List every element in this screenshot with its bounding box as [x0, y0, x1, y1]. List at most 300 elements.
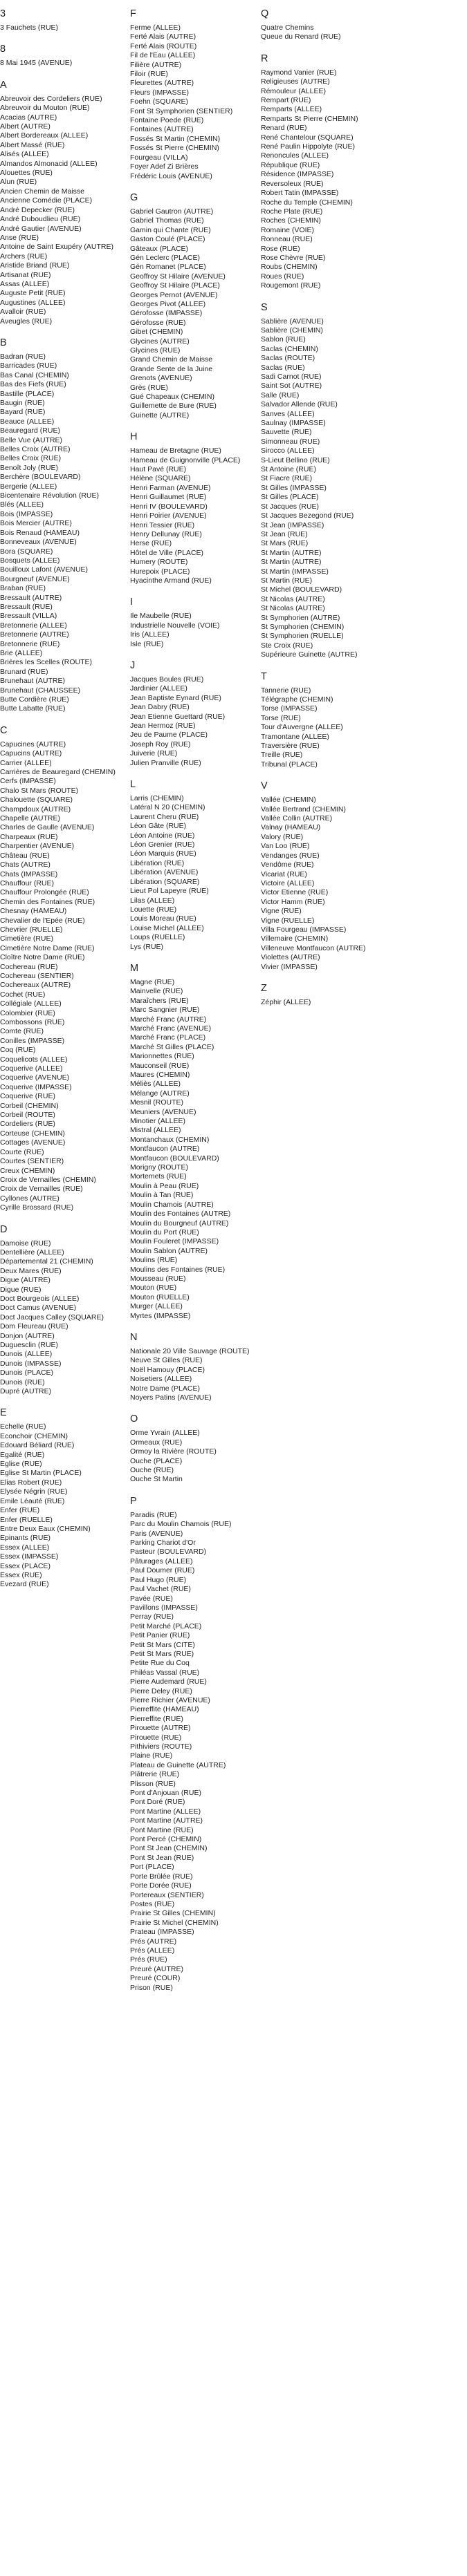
street-link[interactable]: Carrier (ALLEE)	[0, 758, 52, 767]
street-link[interactable]: Isle (RUE)	[130, 639, 164, 648]
street-link[interactable]: Pont Martine (RUE)	[130, 1825, 194, 1834]
street-link[interactable]: Moulin Chamois (AUTRE)	[130, 1200, 214, 1209]
street-link[interactable]: Bressault (RUE)	[0, 602, 53, 611]
street-link[interactable]: Louise Michel (ALLEE)	[130, 923, 204, 932]
street-link[interactable]: Bois Renaud (HAMEAU)	[0, 528, 80, 537]
street-link[interactable]: Cloître Notre Dame (RUE)	[0, 953, 85, 962]
street-link[interactable]: Bressault (AUTRE)	[0, 593, 62, 602]
street-link[interactable]: Brunehaut (AUTRE)	[0, 677, 65, 686]
street-link[interactable]: Capucins (AUTRE)	[0, 749, 62, 758]
street-link[interactable]: Archers (RUE)	[0, 252, 48, 261]
street-link[interactable]: Lilas (ALLEE)	[130, 896, 175, 905]
street-link[interactable]: Plateau de Guinette (AUTRE)	[130, 1760, 226, 1769]
street-link[interactable]: Gabriel Gautron (AUTRE)	[130, 207, 214, 216]
street-link[interactable]: Ouche (PLACE)	[130, 1456, 183, 1465]
street-link[interactable]: Essex (PLACE)	[0, 1561, 51, 1570]
street-link[interactable]: Chalouette (SQUARE)	[0, 796, 73, 805]
street-link[interactable]: Fontaine Poede (RUE)	[130, 116, 204, 125]
street-link[interactable]: Herse (RUE)	[130, 539, 172, 548]
street-link[interactable]: Lieut Pol Lapeyre (RUE)	[130, 887, 209, 896]
street-link[interactable]: Cyllones (AUTRE)	[0, 1194, 59, 1203]
street-link[interactable]: Ferté Alais (AUTRE)	[130, 32, 196, 41]
street-link[interactable]: Berchère (BOULEVARD)	[0, 473, 81, 482]
street-link[interactable]: Enfer (RUELLE)	[0, 1515, 53, 1524]
street-link[interactable]: Cerfs (IMPASSE)	[0, 777, 56, 786]
street-link[interactable]: Digue (AUTRE)	[0, 1276, 51, 1285]
street-link[interactable]: Guinette (AUTRE)	[130, 411, 190, 420]
street-link[interactable]: Neuve St Gilles (RUE)	[130, 1356, 203, 1365]
street-link[interactable]: Juiverie (RUE)	[130, 749, 178, 758]
street-link[interactable]: Bonneveaux (AVENUE)	[0, 538, 77, 547]
street-link[interactable]: Vallée Bertrand (CHEMIN)	[261, 805, 346, 814]
street-link[interactable]: René Chantelour (SQUARE)	[261, 133, 354, 142]
street-link[interactable]: Porte Brûlée (RUE)	[130, 1872, 193, 1881]
street-link[interactable]: St Gilles (PLACE)	[261, 493, 319, 502]
street-link[interactable]: Bas Canal (CHEMIN)	[0, 370, 69, 379]
street-link[interactable]: Prés (AUTRE)	[130, 1937, 177, 1946]
street-link[interactable]: Religieuses (AUTRE)	[261, 77, 330, 86]
street-link[interactable]: Badran (RUE)	[0, 352, 46, 361]
street-link[interactable]: Villa Fourgeau (IMPASSE)	[261, 925, 347, 934]
street-link[interactable]: Iris (ALLEE)	[130, 630, 170, 639]
street-link[interactable]: Ste Croix (RUE)	[261, 641, 313, 650]
street-link[interactable]: Paradis (RUE)	[130, 1510, 177, 1519]
street-link[interactable]: Collégiale (ALLEE)	[0, 999, 62, 1008]
street-link[interactable]: Moulin Fouleret (IMPASSE)	[130, 1237, 219, 1246]
street-link[interactable]: Pont Percé (CHEMIN)	[130, 1835, 202, 1844]
street-link[interactable]: Charpentier (AVENUE)	[0, 842, 75, 851]
street-link[interactable]: Renard (RUE)	[261, 124, 307, 133]
street-link[interactable]: Villemaire (CHEMIN)	[261, 934, 329, 943]
street-link[interactable]: Tannerie (RUE)	[261, 686, 311, 695]
street-link[interactable]: Quatre Chemins	[261, 23, 314, 32]
street-link[interactable]: Libération (SQUARE)	[130, 877, 200, 886]
street-link[interactable]: Loups (RUELLE)	[130, 933, 185, 942]
street-link[interactable]: Treille (RUE)	[261, 751, 303, 760]
street-link[interactable]: Colombier (RUE)	[0, 1008, 55, 1017]
street-link[interactable]: Abreuvoir des Cordeliers (RUE)	[0, 94, 102, 103]
street-link[interactable]: Simonneau (RUE)	[261, 437, 320, 446]
street-link[interactable]: Magne (RUE)	[130, 977, 175, 986]
street-link[interactable]: Fossés St Martin (CHEMIN)	[130, 134, 221, 143]
street-link[interactable]: Perray (RUE)	[130, 1613, 174, 1621]
street-link[interactable]: Charpeaux (RUE)	[0, 832, 58, 841]
street-link[interactable]: Courte (RUE)	[0, 1147, 44, 1156]
street-link[interactable]: Barricades (RUE)	[0, 361, 57, 370]
street-link[interactable]: Edouard Béliard (RUE)	[0, 1441, 75, 1450]
street-link[interactable]: St Fiacre (RUE)	[261, 474, 313, 483]
street-link[interactable]: République (RUE)	[261, 160, 320, 169]
street-link[interactable]: Porte Dorée (RUE)	[130, 1881, 192, 1890]
street-link[interactable]: Marché Franc (AVENUE)	[130, 1024, 212, 1033]
street-link[interactable]: Résidence (IMPASSE)	[261, 170, 334, 179]
street-link[interactable]: Torse (IMPASSE)	[261, 704, 318, 713]
street-link[interactable]: Traversière (RUE)	[261, 742, 320, 751]
street-link[interactable]: Chevalier de l'Epée (RUE)	[0, 916, 85, 925]
street-link[interactable]: Bas des Fiefs (RUE)	[0, 380, 66, 389]
street-link[interactable]: Vicariat (RUE)	[261, 869, 307, 878]
street-link[interactable]: Nationale 20 Ville Sauvage (ROUTE)	[130, 1346, 250, 1355]
street-link[interactable]: Almandos Almonacid (ALLEE)	[0, 159, 98, 168]
street-link[interactable]: Tramontane (ALLEE)	[261, 732, 329, 741]
street-link[interactable]: Dunois (ALLEE)	[0, 1350, 53, 1359]
street-link[interactable]: Paul Hugo (RUE)	[130, 1575, 187, 1584]
street-link[interactable]: Bergerie (ALLEE)	[0, 482, 57, 491]
street-link[interactable]: Comte (RUE)	[0, 1027, 44, 1036]
street-link[interactable]: Henri Poirier (AVENUE)	[130, 511, 207, 520]
street-link[interactable]: Deux Mares (RUE)	[0, 1266, 62, 1275]
street-link[interactable]: Cochet (RUE)	[0, 990, 46, 999]
street-link[interactable]: St Jacques Bezegond (RUE)	[261, 511, 354, 520]
street-link[interactable]: Parc du Moulin Chamois (RUE)	[130, 1520, 232, 1529]
street-link[interactable]: Coquerive (RUE)	[0, 1092, 55, 1101]
street-link[interactable]: Hameau de Bretagne (RUE)	[130, 446, 221, 455]
street-link[interactable]: Roubs (CHEMIN)	[261, 263, 318, 272]
street-link[interactable]: Postes (RUE)	[130, 1899, 175, 1908]
street-link[interactable]: Pierre Deley (RUE)	[130, 1686, 192, 1695]
street-link[interactable]: Econchoir (CHEMIN)	[0, 1431, 68, 1440]
street-link[interactable]: Doct Bourgeois (ALLEE)	[0, 1294, 80, 1303]
street-link[interactable]: Plâtrerie (RUE)	[130, 1770, 180, 1779]
street-link[interactable]: Montfaucon (BOULEVARD)	[130, 1154, 219, 1163]
street-link[interactable]: Ferme (ALLEE)	[130, 23, 181, 32]
street-link[interactable]: Sadi Carnot (RUE)	[261, 373, 322, 381]
street-link[interactable]: Mesnil (ROUTE)	[130, 1098, 184, 1107]
street-link[interactable]: Vivier (IMPASSE)	[261, 962, 318, 971]
street-link[interactable]: Croix de Vernailles (RUE)	[0, 1185, 83, 1194]
street-link[interactable]: Bois Mercier (AUTRE)	[0, 519, 72, 528]
street-link[interactable]: Coquelicots (ALLEE)	[0, 1055, 68, 1064]
street-link[interactable]: Bouilloux Lafont (AVENUE)	[0, 565, 89, 574]
street-link[interactable]: Salvador Allende (RUE)	[261, 400, 338, 409]
street-link[interactable]: Sablière (AVENUE)	[261, 317, 324, 326]
street-link[interactable]: St Gilles (IMPASSE)	[261, 483, 327, 492]
street-link[interactable]: Hôtel de Ville (PLACE)	[130, 548, 204, 557]
street-link[interactable]: Sirocco (ALLEE)	[261, 446, 315, 455]
street-link[interactable]: Marc Sangnier (RUE)	[130, 1006, 200, 1015]
street-link[interactable]: Roues (RUE)	[261, 272, 304, 281]
street-link[interactable]: Jacques Boules (RUE)	[130, 675, 204, 684]
street-link[interactable]: Mortemets (RUE)	[130, 1172, 187, 1181]
street-link[interactable]: Pavillons (IMPASSE)	[130, 1603, 198, 1612]
street-link[interactable]: Pierre Richier (AVENUE)	[130, 1695, 210, 1704]
street-link[interactable]: Méliès (ALLEE)	[130, 1080, 181, 1089]
street-link[interactable]: Noël Hamouy (PLACE)	[130, 1365, 205, 1374]
street-link[interactable]: Coq (RUE)	[0, 1046, 36, 1055]
street-link[interactable]: Butte Labatte (RUE)	[0, 704, 66, 713]
street-link[interactable]: Plisson (RUE)	[130, 1779, 176, 1788]
street-link[interactable]: Preuré (AUTRE)	[130, 1964, 184, 1973]
street-link[interactable]: Bastille (PLACE)	[0, 389, 55, 398]
street-link[interactable]: Saint Sot (AUTRE)	[261, 382, 322, 391]
street-link[interactable]: Pont Doré (RUE)	[130, 1798, 185, 1807]
street-link[interactable]: Henri Tessier (RUE)	[130, 520, 195, 529]
street-link[interactable]: Petite Rue du Coq	[130, 1659, 190, 1668]
street-link[interactable]: Tour d'Auvergne (ALLEE)	[261, 723, 343, 732]
street-link[interactable]: Villeneuve Montfaucon (AUTRE)	[261, 943, 366, 952]
street-link[interactable]: Grès (RUE)	[130, 383, 168, 392]
street-link[interactable]: Chauffour Prolongée (RUE)	[0, 888, 89, 897]
street-link[interactable]: St Symphorien (RUELLE)	[261, 632, 344, 641]
street-link[interactable]: Filière (AUTRE)	[130, 60, 182, 69]
street-link[interactable]: Rougemont (RUE)	[261, 281, 321, 290]
street-link[interactable]: Assas (ALLEE)	[0, 279, 50, 288]
street-link[interactable]: St Michel (BOULEVARD)	[261, 585, 342, 594]
street-link[interactable]: Bora (SQUARE)	[0, 547, 53, 556]
street-link[interactable]: St Martin (AUTRE)	[261, 558, 322, 567]
street-link[interactable]: Elias Robert (RUE)	[0, 1478, 62, 1487]
street-link[interactable]: 3 Fauchets (RUE)	[0, 23, 59, 32]
street-link[interactable]: Pierreffite (HAMEAU)	[130, 1705, 199, 1714]
street-link[interactable]: Montanchaux (CHEMIN)	[130, 1135, 210, 1144]
street-link[interactable]: Echelle (RUE)	[0, 1422, 46, 1431]
street-link[interactable]: Gâteaux (PLACE)	[130, 244, 189, 253]
street-link[interactable]: Benoît Joly (RUE)	[0, 463, 59, 472]
street-link[interactable]: Léon Grenier (RUE)	[130, 840, 195, 849]
street-link[interactable]: Lys (RUE)	[130, 942, 164, 951]
street-link[interactable]: Mainvelle (RUE)	[130, 987, 183, 996]
street-link[interactable]: Portereaux (SENTIER)	[130, 1890, 204, 1899]
street-link[interactable]: Romaine (VOIE)	[261, 225, 315, 234]
street-link[interactable]: Georges Pernot (AVENUE)	[130, 290, 218, 299]
street-link[interactable]: Glycines (RUE)	[130, 346, 181, 355]
street-link[interactable]: Morigny (ROUTE)	[130, 1163, 189, 1172]
street-link[interactable]: Robert Tatin (IMPASSE)	[261, 189, 339, 198]
street-link[interactable]: Gén Romanet (PLACE)	[130, 263, 206, 272]
street-link[interactable]: Chemin des Fontaines (RUE)	[0, 897, 95, 906]
street-link[interactable]: Supérieure Guinette (AUTRE)	[261, 650, 358, 659]
street-link[interactable]: Victoire (ALLEE)	[261, 878, 315, 887]
street-link[interactable]: Fourgeau (VILLA)	[130, 153, 188, 162]
street-link[interactable]: Louette (RUE)	[130, 905, 177, 914]
street-link[interactable]: St Symphorien (AUTRE)	[261, 613, 340, 622]
street-link[interactable]: Pasteur (BOULEVARD)	[130, 1548, 207, 1557]
street-link[interactable]: Croix de Vernailles (CHEMIN)	[0, 1175, 96, 1184]
street-link[interactable]: Dunois (IMPASSE)	[0, 1359, 62, 1368]
street-link[interactable]: Julien Pranville (RUE)	[130, 758, 201, 767]
street-link[interactable]: Brie (ALLEE)	[0, 648, 43, 657]
street-link[interactable]: Notre Dame (PLACE)	[130, 1384, 200, 1393]
street-link[interactable]: Ancienne Comédie (PLACE)	[0, 196, 93, 205]
street-link[interactable]: Cyrille Brossard (RUE)	[0, 1203, 74, 1212]
street-link[interactable]: Pont Martine (ALLEE)	[130, 1807, 201, 1816]
street-link[interactable]: St Nicolas (AUTRE)	[261, 604, 325, 613]
street-link[interactable]: Fleurs (IMPASSE)	[130, 88, 189, 97]
street-link[interactable]: Capucines (AUTRE)	[0, 740, 66, 749]
street-link[interactable]: Torse (RUE)	[261, 713, 301, 722]
street-link[interactable]: Jardinier (ALLEE)	[130, 684, 187, 693]
street-link[interactable]: Epinants (RUE)	[0, 1534, 51, 1543]
street-link[interactable]: Libération (AVENUE)	[130, 868, 199, 877]
street-link[interactable]: Pont Martine (AUTRE)	[130, 1816, 203, 1825]
street-link[interactable]: St Martin (IMPASSE)	[261, 567, 329, 576]
street-link[interactable]: Plaine (RUE)	[130, 1751, 173, 1760]
street-link[interactable]: St Jacques (RUE)	[261, 502, 320, 511]
street-link[interactable]: Blés (ALLEE)	[0, 500, 44, 509]
street-link[interactable]: Acacias (AUTRE)	[0, 113, 57, 122]
street-link[interactable]: Vigne (RUE)	[261, 907, 302, 916]
street-link[interactable]: Fil de l'Eau (ALLEE)	[130, 51, 196, 60]
street-link[interactable]: Courtes (SENTIER)	[0, 1157, 64, 1166]
street-link[interactable]: Bretonnerie (RUE)	[0, 639, 60, 648]
street-link[interactable]: Paul Vachet (RUE)	[130, 1585, 191, 1594]
street-link[interactable]: Glycines (AUTRE)	[130, 337, 190, 346]
street-link[interactable]: Elysée Négrin (RUE)	[0, 1487, 68, 1496]
street-link[interactable]: Latéral N 20 (CHEMIN)	[130, 803, 205, 812]
street-link[interactable]: Cimetière Notre Dame (RUE)	[0, 943, 95, 952]
street-link[interactable]: Pirouette (RUE)	[130, 1733, 182, 1742]
street-link[interactable]: Saulnay (IMPASSE)	[261, 419, 326, 428]
street-link[interactable]: Grenots (AVENUE)	[130, 374, 192, 383]
street-link[interactable]: Vigne (RUELLE)	[261, 916, 315, 925]
street-link[interactable]: Fleurettes (AUTRE)	[130, 79, 194, 88]
street-link[interactable]: Georges Pivot (ALLEE)	[130, 299, 206, 308]
street-link[interactable]: Marché Franc (PLACE)	[130, 1033, 206, 1042]
street-link[interactable]: Font St Symphorien (SENTIER)	[130, 106, 233, 115]
street-link[interactable]: Bretonnerie (ALLEE)	[0, 621, 67, 630]
street-link[interactable]: Larris (CHEMIN)	[130, 794, 184, 803]
street-link[interactable]: Saclas (CHEMIN)	[261, 344, 318, 353]
street-link[interactable]: Myrtes (IMPASSE)	[130, 1311, 191, 1320]
street-link[interactable]: Aveugles (RUE)	[0, 317, 53, 326]
street-link[interactable]: Geoffroy St Hilaire (AVENUE)	[130, 272, 226, 281]
street-link[interactable]: 8 Mai 1945 (AVENUE)	[0, 59, 73, 68]
street-link[interactable]: Grand Chemin de Maisse	[130, 355, 213, 364]
street-link[interactable]: Joseph Roy (RUE)	[130, 740, 191, 749]
street-link[interactable]: Mélange (AUTRE)	[130, 1089, 190, 1098]
street-link[interactable]: Conilles (IMPASSE)	[0, 1036, 65, 1045]
street-link[interactable]: Pithiviers (ROUTE)	[130, 1742, 192, 1751]
street-link[interactable]: Pirouette (AUTRE)	[130, 1724, 191, 1733]
street-link[interactable]: André Gautier (AVENUE)	[0, 224, 82, 233]
street-link[interactable]: Albert (AUTRE)	[0, 122, 51, 131]
street-link[interactable]: Industrielle Nouvelle (VOIE)	[130, 621, 220, 630]
street-link[interactable]: Vendanges (RUE)	[261, 851, 320, 860]
street-link[interactable]: Maraîchers (RUE)	[130, 996, 189, 1005]
street-link[interactable]: Laurent Cheru (RUE)	[130, 812, 199, 821]
street-link[interactable]: Roches (CHEMIN)	[261, 216, 321, 225]
street-link[interactable]: Raymond Vanier (RUE)	[261, 68, 337, 77]
street-link[interactable]: St Mars (RUE)	[261, 539, 309, 548]
street-link[interactable]: Foehn (SQUARE)	[130, 97, 189, 106]
street-link[interactable]: Port (PLACE)	[130, 1863, 174, 1872]
street-link[interactable]: Cottages (AVENUE)	[0, 1138, 66, 1147]
street-link[interactable]: Gamin qui Chante (RUE)	[130, 225, 211, 234]
street-link[interactable]: Chevrier (RUELLE)	[0, 925, 63, 934]
street-link[interactable]: Chauffour (RUE)	[0, 878, 55, 887]
street-link[interactable]: Départemental 21 (CHEMIN)	[0, 1257, 93, 1266]
street-link[interactable]: Corteuse (CHEMIN)	[0, 1129, 65, 1138]
street-link[interactable]: Brunehaut (CHAUSSEE)	[0, 686, 81, 695]
street-link[interactable]: Belle Vue (AUTRE)	[0, 435, 63, 444]
street-link[interactable]: Evezard (RUE)	[0, 1580, 49, 1589]
street-link[interactable]: Renoncules (ALLEE)	[261, 151, 329, 160]
street-link[interactable]: Aristide Briand (RUE)	[0, 261, 70, 270]
street-link[interactable]: Roche du Temple (CHEMIN)	[261, 198, 353, 207]
street-link[interactable]: Brières les Scelles (ROUTE)	[0, 658, 93, 667]
street-link[interactable]: Marché St Gilles (PLACE)	[130, 1042, 214, 1051]
street-link[interactable]: Abreuvoir du Mouton (RUE)	[0, 104, 90, 113]
street-link[interactable]: Saclas (RUE)	[261, 363, 305, 372]
street-link[interactable]: Carrières de Beauregard (CHEMIN)	[0, 768, 116, 777]
street-link[interactable]: Braban (RUE)	[0, 584, 46, 593]
street-link[interactable]: Sanves (ALLEE)	[261, 409, 315, 418]
street-link[interactable]: Henry Dellunay (RUE)	[130, 529, 202, 538]
street-link[interactable]: Geoffroy St Hilaire (PLACE)	[130, 281, 220, 290]
street-link[interactable]: Prés (ALLEE)	[130, 1946, 175, 1955]
street-link[interactable]: Parking Chariot d'Or	[130, 1539, 196, 1548]
street-link[interactable]: Filoir (RUE)	[130, 70, 168, 79]
street-link[interactable]: André Duboudlieu (RUE)	[0, 215, 81, 224]
street-link[interactable]: Roche Plate (RUE)	[261, 207, 323, 216]
street-link[interactable]: Ormoy la Rivière (ROUTE)	[130, 1447, 217, 1456]
street-link[interactable]: Pont d'Anjouan (RUE)	[130, 1789, 201, 1798]
street-link[interactable]: Grande Sente de la Juine	[130, 364, 213, 373]
street-link[interactable]: Prés (RUE)	[130, 1955, 167, 1964]
street-link[interactable]: Emile Léauté (RUE)	[0, 1496, 65, 1505]
street-link[interactable]: Humery (ROUTE)	[130, 558, 188, 567]
street-link[interactable]: Creux (CHEMIN)	[0, 1166, 55, 1175]
street-link[interactable]: Moulin à Peau (RUE)	[130, 1181, 199, 1190]
street-link[interactable]: Moulins (RUE)	[130, 1256, 178, 1265]
street-link[interactable]: Mistral (ALLEE)	[130, 1126, 181, 1135]
street-link[interactable]: Doct Camus (AVENUE)	[0, 1304, 77, 1313]
street-link[interactable]: Vendôme (RUE)	[261, 861, 314, 869]
street-link[interactable]: Hurepoix (PLACE)	[130, 567, 190, 576]
street-link[interactable]: Léon Marquis (RUE)	[130, 849, 196, 858]
street-link[interactable]: Gén Leclerc (PLACE)	[130, 253, 200, 262]
street-link[interactable]: Pont St Jean (CHEMIN)	[130, 1844, 208, 1853]
street-link[interactable]: Belles Croix (RUE)	[0, 454, 62, 463]
street-link[interactable]: Gibet (CHEMIN)	[130, 328, 183, 337]
street-link[interactable]: Ouche (RUE)	[130, 1466, 174, 1475]
street-link[interactable]: Rose Chèvre (RUE)	[261, 253, 326, 262]
street-link[interactable]: Bretonnerie (AUTRE)	[0, 630, 69, 639]
street-link[interactable]: Prairie St Gilles (CHEMIN)	[130, 1909, 216, 1918]
street-link[interactable]: Gué Chapeaux (CHEMIN)	[130, 393, 214, 402]
street-link[interactable]: Paris (AVENUE)	[130, 1529, 183, 1538]
street-link[interactable]: Butte Cordière (RUE)	[0, 695, 69, 704]
street-link[interactable]: Fossés St Pierre (CHEMIN)	[130, 144, 219, 153]
street-link[interactable]: Noyers Patins (AVENUE)	[130, 1393, 212, 1402]
street-link[interactable]: Murger (ALLEE)	[130, 1302, 183, 1311]
street-link[interactable]: Dunois (RUE)	[0, 1378, 45, 1386]
street-link[interactable]: Entre Deux Eaux (CHEMIN)	[0, 1524, 91, 1533]
street-link[interactable]: Ancien Chemin de Maisse	[0, 187, 84, 196]
street-link[interactable]: St Martin (RUE)	[261, 576, 313, 585]
street-link[interactable]: Ronneau (RUE)	[261, 235, 313, 244]
street-link[interactable]: St Martin (AUTRE)	[261, 548, 322, 557]
street-link[interactable]: Alouettes (RUE)	[0, 169, 53, 178]
street-link[interactable]: Ouche St Martin	[130, 1475, 183, 1484]
street-link[interactable]: Maures (CHEMIN)	[130, 1071, 190, 1079]
street-link[interactable]: René Paulin Hippolyte (RUE)	[261, 142, 355, 151]
street-link[interactable]: Van Loo (RUE)	[261, 842, 310, 851]
street-link[interactable]: Moulin Sablon (AUTRE)	[130, 1246, 208, 1255]
street-link[interactable]: Anse (RUE)	[0, 233, 39, 242]
street-link[interactable]: St Jean (RUE)	[261, 529, 308, 538]
street-link[interactable]: Sauvette (RUE)	[261, 428, 312, 437]
street-link[interactable]: Ferté Alais (ROUTE)	[130, 41, 197, 50]
street-link[interactable]: Reversoleux (RUE)	[261, 179, 324, 188]
street-link[interactable]: Haut Pavé (RUE)	[130, 465, 187, 474]
street-link[interactable]: Léon Antoine (RUE)	[130, 831, 195, 840]
street-link[interactable]: Victor Hamm (RUE)	[261, 897, 325, 906]
street-link[interactable]: Artisanat (RUE)	[0, 270, 51, 279]
street-link[interactable]: Remparts St Pierre (CHEMIN)	[261, 114, 358, 123]
street-link[interactable]: Mouton (RUELLE)	[130, 1292, 190, 1301]
street-link[interactable]: Coquerive (AVENUE)	[0, 1073, 70, 1082]
